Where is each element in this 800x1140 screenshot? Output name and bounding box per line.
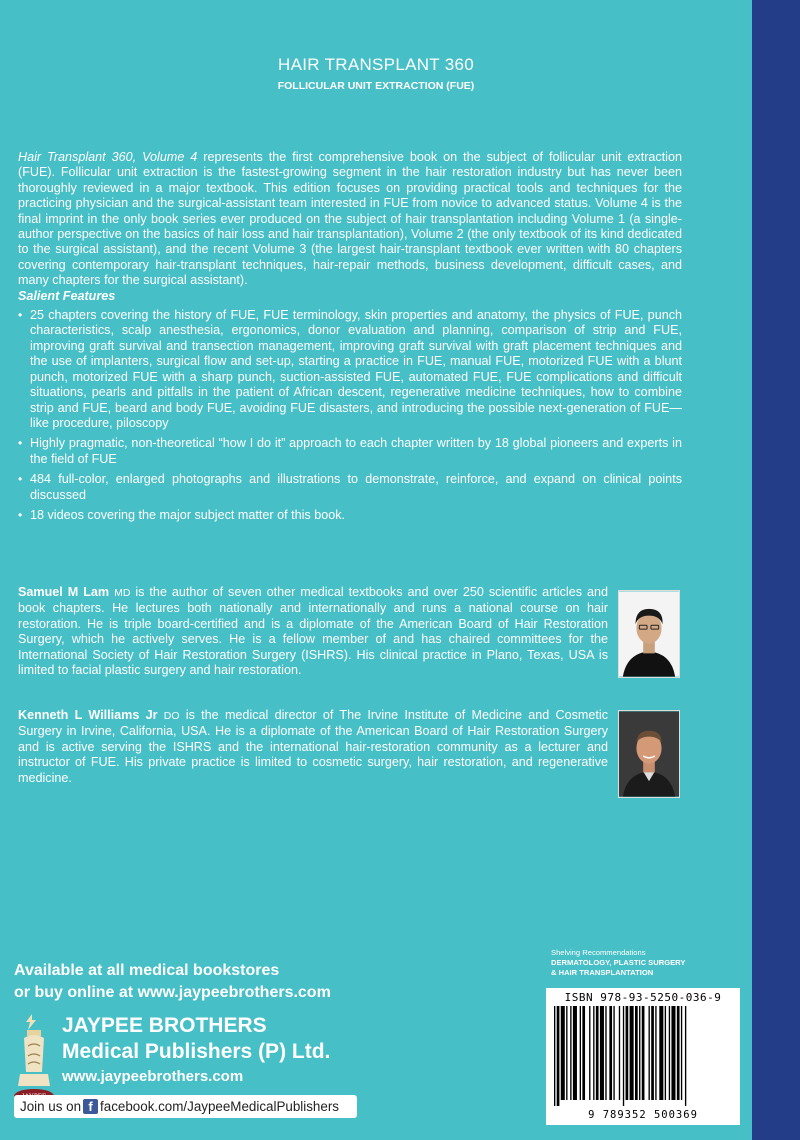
features-list (18, 308, 682, 523)
barcode-bar (651, 1006, 654, 1100)
cover-title: HAIR TRANSPLANT 360 (278, 55, 474, 74)
barcode-bar (566, 1006, 567, 1100)
barcode-bar (573, 1006, 577, 1100)
barcode-bar (626, 1006, 629, 1100)
barcode-bar (609, 1006, 612, 1100)
barcode-bar (639, 1006, 640, 1100)
barcode-bar (685, 1006, 686, 1106)
barcode-bar (554, 1006, 555, 1106)
jaypee-logo-icon (12, 1012, 56, 1104)
author-degree: DO (163, 710, 180, 722)
author-degree: MD (114, 587, 131, 599)
features-heading: Salient Features (18, 288, 116, 303)
author-name: Samuel M Lam (18, 585, 110, 599)
feature-item: • 18 videos covering the major subject matter of this book. (18, 508, 682, 523)
facebook-icon: f (83, 1099, 98, 1114)
barcode-bar (642, 1006, 645, 1100)
social-url: facebook.com/JaypeeMedicalPublishers (100, 1099, 339, 1114)
author-bio-lam (18, 585, 608, 678)
availability-line-2: or buy online at www.jaypeebrothers.com (14, 984, 331, 1001)
barcode-bar (561, 1006, 565, 1100)
author-bio-text: is the author of seven other medical textbooks and over 250 scientific articles and book chapters. He lectures both nationally and internationally and runs a national course on hair restoration. He is triple board-certified and is a diplomate of the American Board of Hair Restoration Surgery, which he actively serves. He is a fellow member of and has chaired committees for the International Society of Hair Restoration Surgery (ISHRS). His clinical practice in Plano, Texas, USA is limited to facial plastic surgery and hair restoration. (18, 585, 608, 678)
availability-note (14, 960, 331, 1004)
barcode-bar (593, 1006, 594, 1100)
barcode-bar (665, 1006, 666, 1100)
intro-paragraph (18, 150, 682, 289)
social-prefix: Join us on (20, 1099, 82, 1114)
publisher-name-line-1: JAYPEE BROTHERS (62, 1014, 267, 1037)
shelving-line-2: & HAIR TRANSPLANTATION (551, 968, 654, 977)
isbn-digits: 9 789352 500369 (588, 1109, 698, 1121)
shelving-recommendations (551, 948, 685, 978)
availability-line-1: Available at all medical bookstores (14, 962, 280, 979)
author-photo-williams (618, 710, 680, 798)
barcode-bar (659, 1006, 663, 1100)
barcode-bars (554, 1006, 732, 1106)
intro-text: represents the first comprehensive book on the subject of follicular unit extraction (FUE). Follicular unit extraction is the fastest-growing segment in the hair restoration industry but has never been thoroughly reviewed in a major textbook. This edition focuses on providing practical tools and techniques for the practicing physician and the surgical-assistant team interested in FUE from novice to advanced status. Volume 4 is the final imprint in the only book series ever produced on the subject of hair transplantation including Volume 1 (a single-author perspective on the basics of hair loss and hair transplantation), Volume 2 (the only textbook of its kind dedicated to the surgical assistant), and the recent Volume 3 (the largest hair-transplant textbook ever written with 80 chapters covering contemporary hair-transplant techniques, hair-repair methods, business development, difficult cases, and many chapters for the surgical assistant). (18, 150, 682, 288)
publisher-name (62, 1013, 330, 1065)
description-block (18, 150, 682, 528)
publisher-url[interactable]: www.jaypeebrothers.com (62, 1068, 244, 1085)
barcode-bar (600, 1006, 604, 1100)
isbn-barcode (546, 988, 740, 1125)
shelving-line-1: DERMATOLOGY, PLASTIC SURGERY (551, 958, 686, 967)
cover-subtitle: FOLLICULAR UNIT EXTRACTION (FUE) (277, 80, 475, 92)
barcode-bar (582, 1006, 585, 1100)
feature-item: • 484 full-color, enlarged photographs and illustrations to demonstrate, reinforce, and expand on clinical points discussed (18, 472, 682, 503)
shelving-label: Shelving Recommendations (551, 948, 646, 957)
barcode-bar (623, 1006, 624, 1106)
barcode-bar (619, 1006, 620, 1100)
publisher-name-line-2: Medical Publishers (P) Ltd. (62, 1040, 331, 1063)
facebook-link[interactable] (14, 1095, 357, 1118)
barcode-bar (649, 1006, 650, 1100)
book-spine (752, 0, 800, 1140)
author-name: Kenneth L Williams Jr (18, 708, 158, 722)
barcode-bar (669, 1006, 670, 1100)
barcode-bar (580, 1006, 581, 1100)
barcode-bar (655, 1006, 656, 1100)
feature-item: • 25 chapters covering the history of FUE, FUE terminology, skin properties and anatomy, the physics of FUE, punch characteristics, scalp anesthesia, ergonomics, donor evaluation and planning, comparison of strip and FUE, improving graft survival and transection management, improving graft survival with graft placement techniques and the use of implanters, surgical flow and set-up, starting a practice in FUE, manual FUE, motorized FUE with a blunt punch, motorized FUE with a sharp punch, suction-assisted FUE, automated FUE, FUE complications and difficult situations, pearls and pitfalls in the patient of African descent, regenerative medicine techniques, how to combine strip and FUE, beard and body FUE, avoiding FUE disasters, and introducing the possible next-generation of FUE—like procedure, piloscopy (18, 308, 682, 431)
book-title-italic: Hair Transplant 360, Volume 4 (18, 150, 198, 164)
isbn-label: ISBN 978-93-5250-036-9 (564, 991, 722, 1004)
barcode-bar (596, 1006, 599, 1100)
author-bio-text: is the medical director of The Irvine Institute of Medicine and Cosmetic Surgery in Irvine, California, USA. He is a diplomate of the American Board of Hair Restoration Surgery and is active serving the ISHRS and the international hair-restoration community as a lecturer and instructor of FUE. His private practice is limited to cosmetic surgery, hair restoration, and regenerative medicine. (18, 708, 608, 785)
barcode-bar (671, 1006, 675, 1100)
barcode-bar (630, 1006, 634, 1100)
author-photo-lam (618, 590, 680, 678)
barcode-bar (681, 1006, 682, 1100)
author-bio-williams (18, 708, 608, 786)
barcode-bar (635, 1006, 638, 1100)
barcode-bar (605, 1006, 606, 1100)
barcode-bar (677, 1006, 680, 1100)
barcode-bar (557, 1006, 560, 1106)
barcode-bar (570, 1006, 571, 1100)
barcode-bar (613, 1006, 614, 1100)
barcode-bar (589, 1006, 590, 1100)
feature-item: • Highly pragmatic, non-theoretical “how I do it” approach to each chapter written by 18 global pioneers and experts in the field of FUE (18, 436, 682, 467)
